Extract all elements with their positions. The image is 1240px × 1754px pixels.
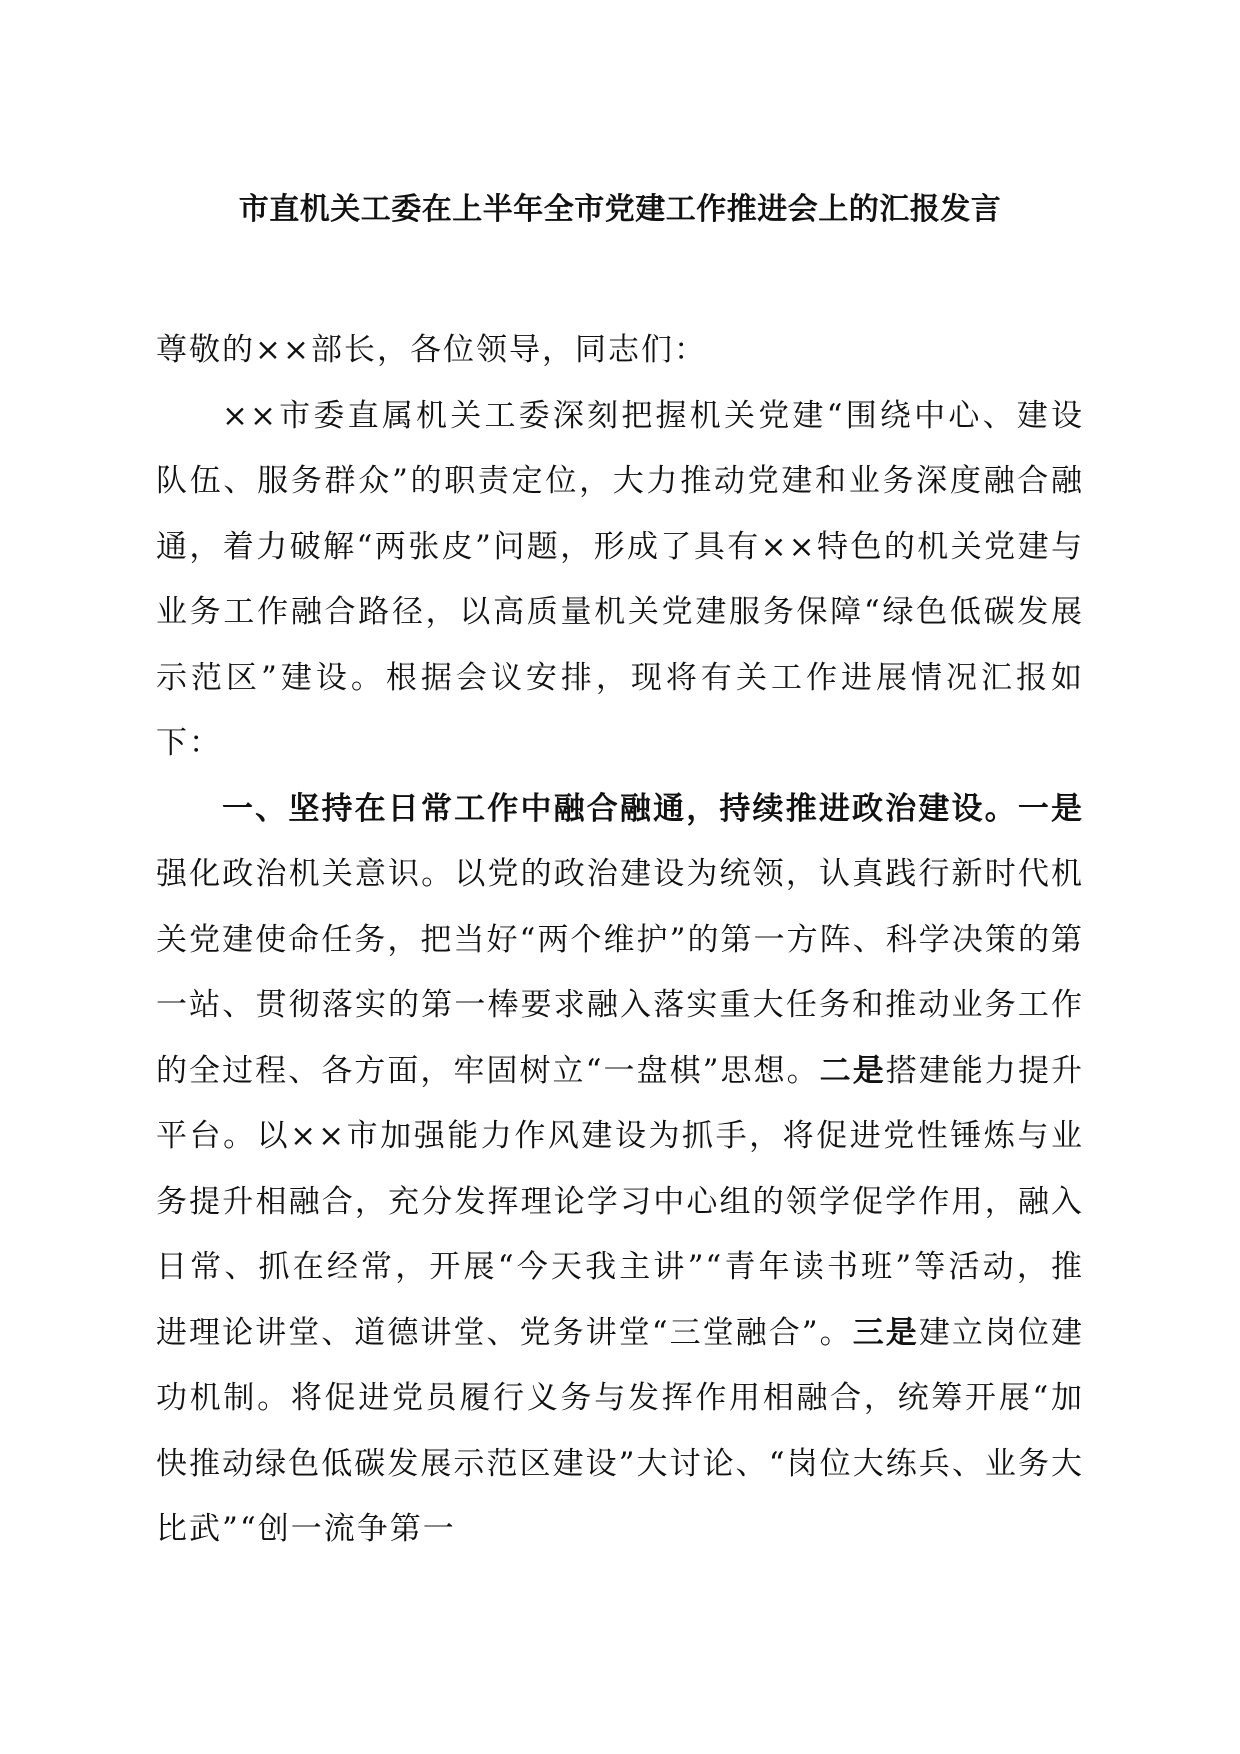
salutation: 尊敬的××部长，各位领导，同志们： (156, 332, 707, 368)
section-1-heading: 一、坚持在日常工作中融合融通，持续推进政治建设。 (222, 790, 1018, 827)
document-body (156, 318, 1084, 1563)
intro-paragraph: ××市委直属机关工委深刻把握机关党建“围绕中心、建设队伍、服务群众”的职责定位，大力推动党建和业务深度融合融通，着力破解“两张皮”问题，形成了具有××特色的机关党建与业务工作融合路径，以高质量机关党建服务保障“绿色低碳发展示范区”建设。根据会议安排，现将有关工作进展情况汇报如下： (156, 397, 1084, 761)
point-3-text: 建立岗位建功机制。将促进党员履行义务与发挥作用相融合，统筹开展“加快推动绿色低碳发展示范区建设”大讨论、“岗位大练兵、业务大比武”“创一流争第一 (156, 1314, 1084, 1547)
section-1-paragraph (156, 777, 1084, 1563)
document-title: 市直机关工委在上半年全市党建工作推进会上的汇报发言 (238, 192, 1002, 227)
point-2-label: 二是 (819, 1052, 886, 1089)
point-1-label: 一是 (1017, 790, 1085, 827)
point-2-text: 搭建能力提升平台。以××市加强能力作风建设为抓手，将促进党性锤炼与业务提升相融合，充分发挥理论学习中心组的领学促学作用，融入日常、抓在经常，开展“今天我主讲”“青年读书班”等活动，推进理论讲堂、道德讲堂、党务讲堂“三堂融合”。 (156, 1052, 1084, 1351)
point-3-label: 三是 (852, 1314, 919, 1351)
point-1-text: 强化政治机关意识。以党的政治建设为统领，认真践行新时代机关党建使命任务，把当好“两个维护”的第一方阵、科学决策的第一站、贯彻落实的第一棒要求融入落实重大任务和推动业务工作的全过程、各方面，牢固树立“一盘棋”思想。 (156, 856, 1084, 1089)
